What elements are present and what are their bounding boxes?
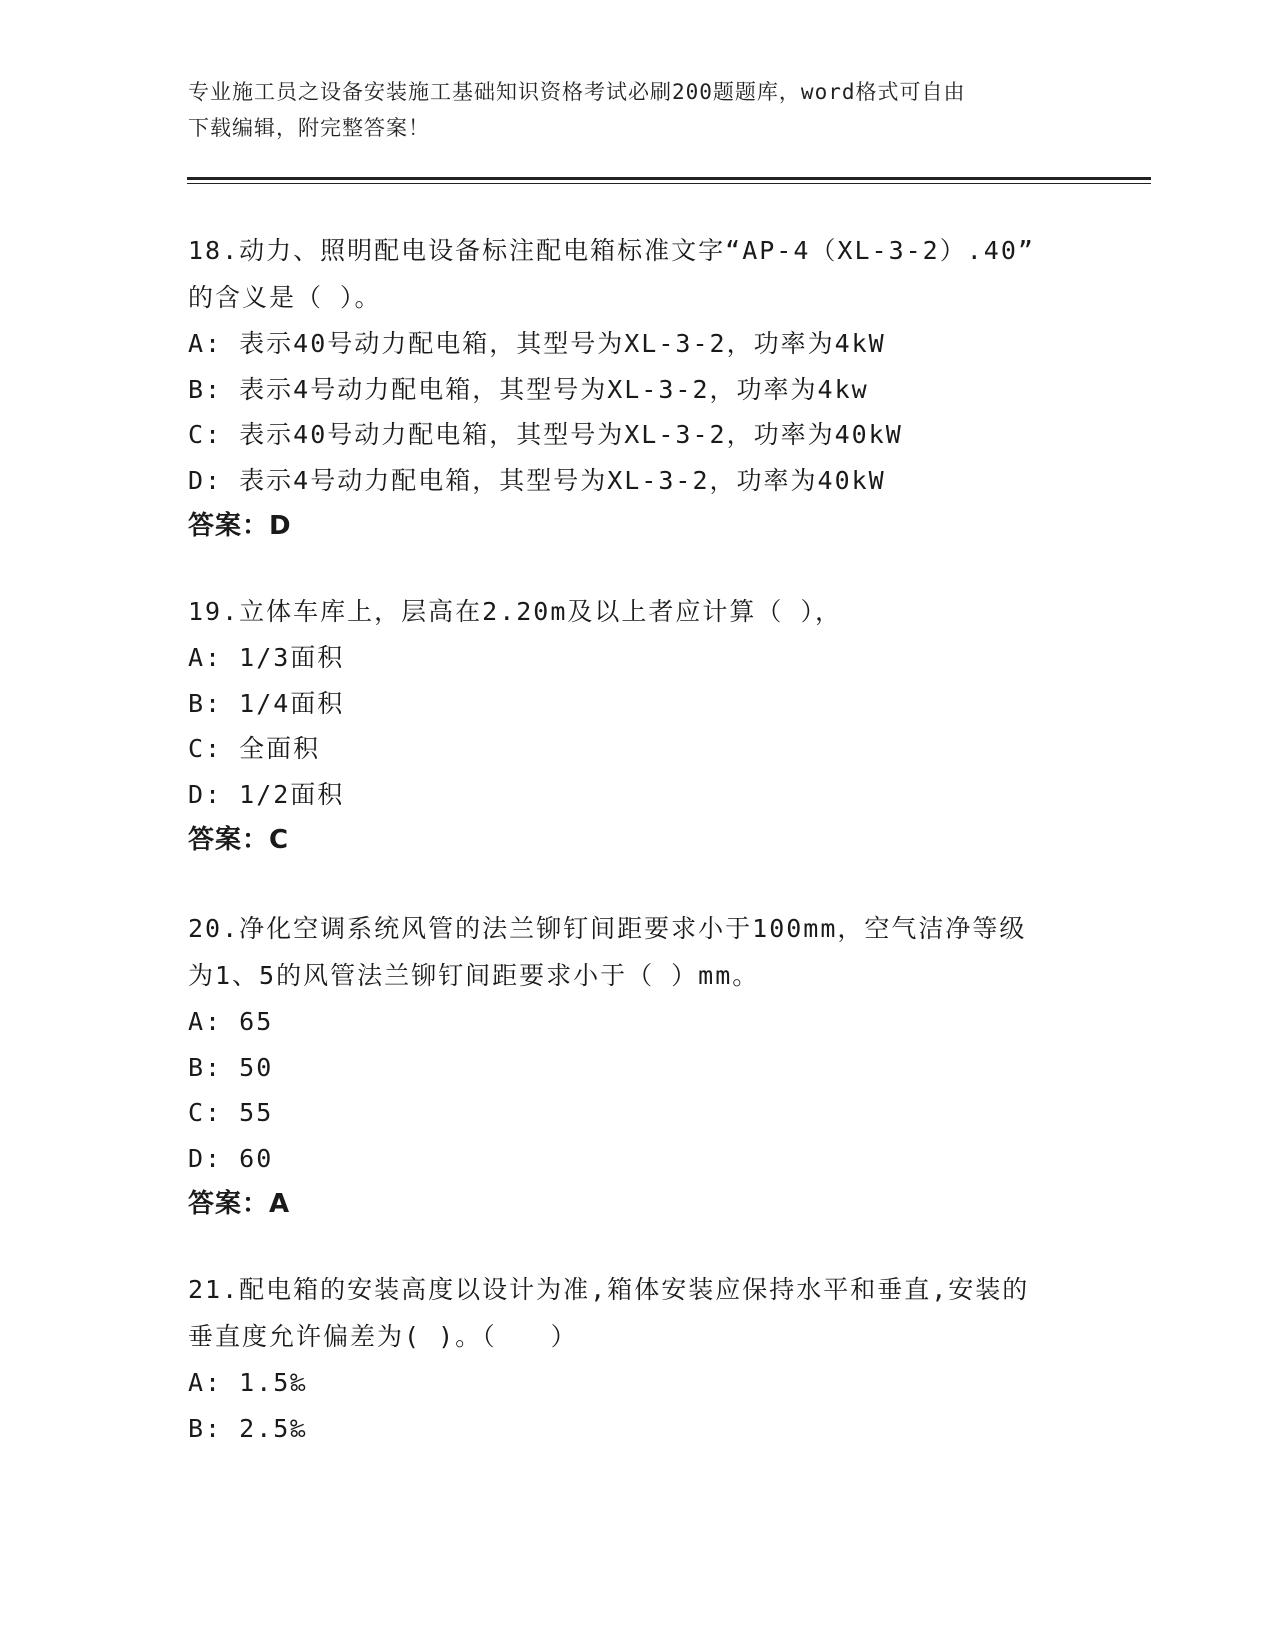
header-rule-thick [187, 177, 1151, 180]
option-b: B: 2.5‰ [188, 1413, 308, 1443]
option-d: D: 表示4号动力配电箱，其型号为XL-3-2，功率为40kW [188, 465, 886, 495]
question-stem-line-1: 18.动力、照明配电设备标注配电箱标准文字“AP-4（XL-3-2）.40” [188, 236, 1035, 265]
header-line-1: 专业施工员之设备安装施工基础知识资格考试必刷200题题库，word格式可自由 [188, 80, 966, 104]
question-stem-line-2: 垂直度允许偏差为( )。（ ） [188, 1322, 578, 1351]
option-a: A: 65 [188, 1007, 274, 1036]
question-20 [188, 905, 1088, 1227]
question-stem-line-1: 21.配电箱的安装高度以设计为准,箱体安装应保持水平和垂直,安装的 [188, 1275, 1030, 1304]
question-stem-line-1: 20.净化空调系统风管的法兰铆钉间距要求小于100mm，空气洁净等级 [188, 914, 1027, 943]
answer-label: 答案：A [188, 1189, 291, 1219]
document-header [188, 74, 1068, 146]
option-b: B: 1/4面积 [188, 688, 345, 718]
question-stem-line-2: 为1、5的风管法兰铆钉间距要求小于（ ）mm。 [188, 961, 760, 990]
question-19 [188, 588, 1088, 863]
option-c: C: 全面积 [188, 734, 321, 763]
option-d: D: 1/2面积 [188, 779, 345, 809]
question-18 [188, 227, 1088, 549]
header-rule-thin [187, 183, 1151, 184]
option-a: A: 表示40号动力配电箱，其型号为XL-3-2，功率为4kW [188, 329, 886, 358]
option-d: D: 60 [188, 1143, 274, 1173]
question-21 [188, 1266, 1088, 1451]
header-line-2: 下载编辑，附完整答案！ [188, 116, 430, 140]
option-c: C: 表示40号动力配电箱，其型号为XL-3-2，功率为40kW [188, 420, 903, 449]
option-a: A: 1/3面积 [188, 643, 345, 672]
question-stem-line-1: 19.立体车库上，层高在2.20m及以上者应计算（ ）， [188, 597, 842, 626]
question-stem-line-2: 的含义是（ ）。 [188, 283, 382, 312]
option-b: B: 表示4号动力配电箱，其型号为XL-3-2，功率为4kw [188, 374, 869, 404]
answer-label: 答案：D [188, 511, 292, 541]
option-a: A: 1.5‰ [188, 1368, 308, 1397]
option-b: B: 50 [188, 1052, 274, 1082]
option-c: C: 55 [188, 1098, 274, 1127]
answer-label: 答案：C [188, 825, 290, 855]
